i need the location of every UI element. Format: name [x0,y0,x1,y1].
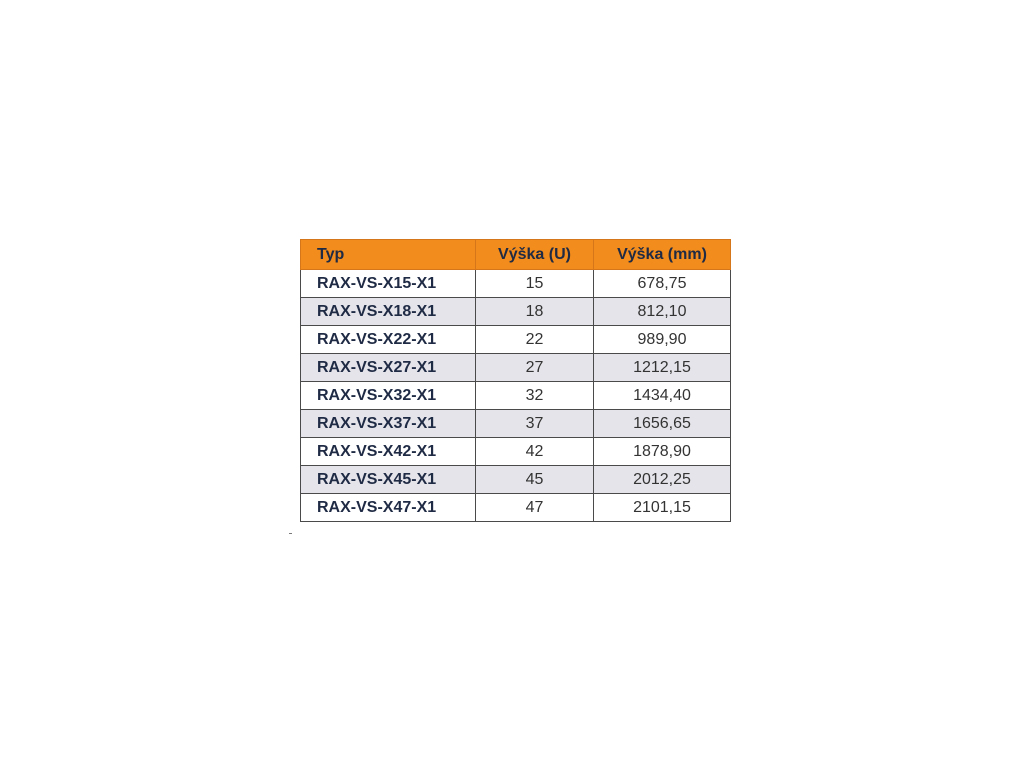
cell-typ: RAX-VS-X22-X1 [301,326,476,354]
cell-height-mm: 1434,40 [594,382,731,410]
table-row [301,354,731,382]
table-row [301,466,731,494]
cell-height-mm: 2012,25 [594,466,731,494]
cell-height-mm: 989,90 [594,326,731,354]
table-row [301,326,731,354]
cell-height-mm: 812,10 [594,298,731,326]
cell-height-u: 18 [476,298,594,326]
rack-height-table [300,239,731,522]
table-row [301,494,731,522]
cell-typ: RAX-VS-X15-X1 [301,270,476,298]
table-body [301,270,731,522]
table-row [301,270,731,298]
table-row [301,410,731,438]
header-height-u: Výška (U) [476,240,594,270]
cell-typ: RAX-VS-X42-X1 [301,438,476,466]
stray-mark [289,533,292,534]
cell-typ: RAX-VS-X18-X1 [301,298,476,326]
cell-height-mm: 678,75 [594,270,731,298]
cell-height-mm: 1212,15 [594,354,731,382]
cell-height-u: 22 [476,326,594,354]
header-row [301,240,731,270]
cell-typ: RAX-VS-X45-X1 [301,466,476,494]
cell-height-u: 27 [476,354,594,382]
cell-height-u: 47 [476,494,594,522]
table-row [301,438,731,466]
cell-height-u: 42 [476,438,594,466]
cell-height-u: 15 [476,270,594,298]
table-row [301,382,731,410]
table-row [301,298,731,326]
header-height-mm: Výška (mm) [594,240,731,270]
cell-typ: RAX-VS-X27-X1 [301,354,476,382]
header-typ: Typ [301,240,476,270]
cell-height-u: 37 [476,410,594,438]
cell-typ: RAX-VS-X37-X1 [301,410,476,438]
cell-height-mm: 2101,15 [594,494,731,522]
cell-typ: RAX-VS-X47-X1 [301,494,476,522]
table-header [301,240,731,270]
cell-height-u: 45 [476,466,594,494]
cell-typ: RAX-VS-X32-X1 [301,382,476,410]
cell-height-u: 32 [476,382,594,410]
cell-height-mm: 1656,65 [594,410,731,438]
cell-height-mm: 1878,90 [594,438,731,466]
